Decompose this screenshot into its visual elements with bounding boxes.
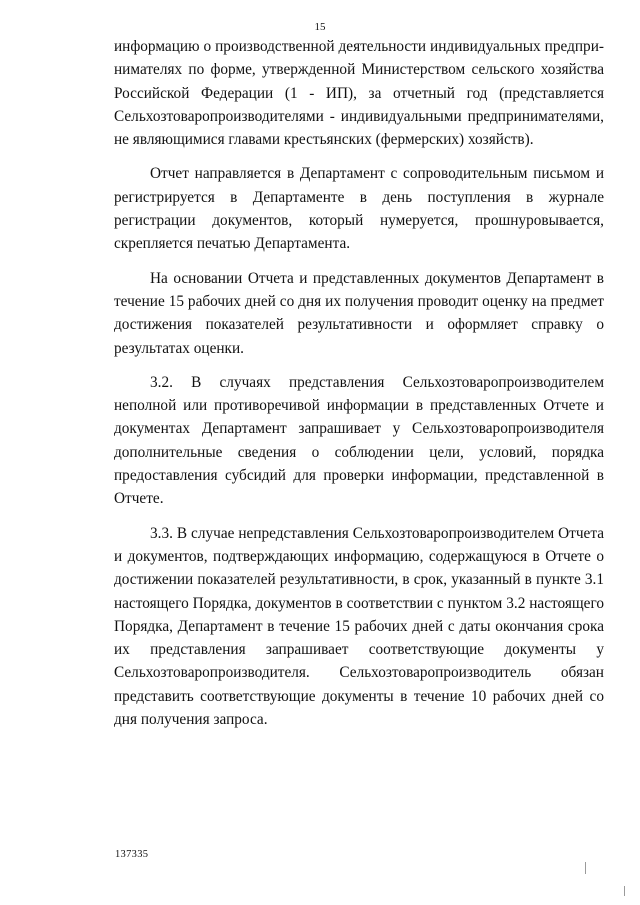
paragraph-section-3-2: 3.2. В случаях представления Сельхозтоваропроизводителем неполной или противоречивой информации в представленных Отчете и документах Департамент запрашивает у Сельхозтоваропроизводителя дополнительные сведения о соблюдении цели, условий, порядка предоставления субсидий для проверки информации, представленной в Отчете.	[114, 373, 604, 508]
paragraph-section-3-3: 3.3. В случае непредставления Сельхозтоваропроизводителем Отчета и документов, подтверждающих информацию, содержащуюся в Отчете о достижении показателей результативности, в срок, указанный в пункте 3.1 настоящего Порядка, документов в соответствии с пунктом 3.2 настоящего Порядка, Департамент в течение 15 рабочих дней с даты окончания срока их представления запрашивает соответствующие документы у Сельхозтоваропроизводителя. Сельхозтоваропроизводитель обязан представить соответствующие документы в течение 10 рабочих дней со дня получения запроса.	[114, 524, 604, 729]
paragraph-continuation: информацию о производственной деятельности индивидуальных предпринимателях по форме, утвержденной Министерством сельского хозяйства Российской Федерации (1 - ИП), за отчетный год (представляется Сельхозтоваропроизводителями - индивидуальными предпринимателями, не являющимися главами крестьянских (фермерских) хозяйств).	[114, 38, 604, 149]
paragraph-report-submission: Отчет направляется в Департамент с сопроводительным письмом и регистрируется в Департаменте в день поступления в журнале регистрации документов, который нумеруется, прошнуровывается, скрепляется печатью Департамента.	[114, 165, 604, 253]
scan-artifact-mark	[585, 862, 586, 874]
document-footer-code: 137335	[115, 849, 149, 860]
scan-artifact-mark	[624, 886, 625, 896]
page-number: 15	[314, 21, 326, 33]
document-body	[114, 35, 604, 731]
paragraph-report-evaluation: На основании Отчета и представленных документов Департамент в течение 15 рабочих дней со дня их получения проводит оценку на предмет достижения показателей результативности и оформляет справку о результатах оценки.	[114, 269, 604, 357]
